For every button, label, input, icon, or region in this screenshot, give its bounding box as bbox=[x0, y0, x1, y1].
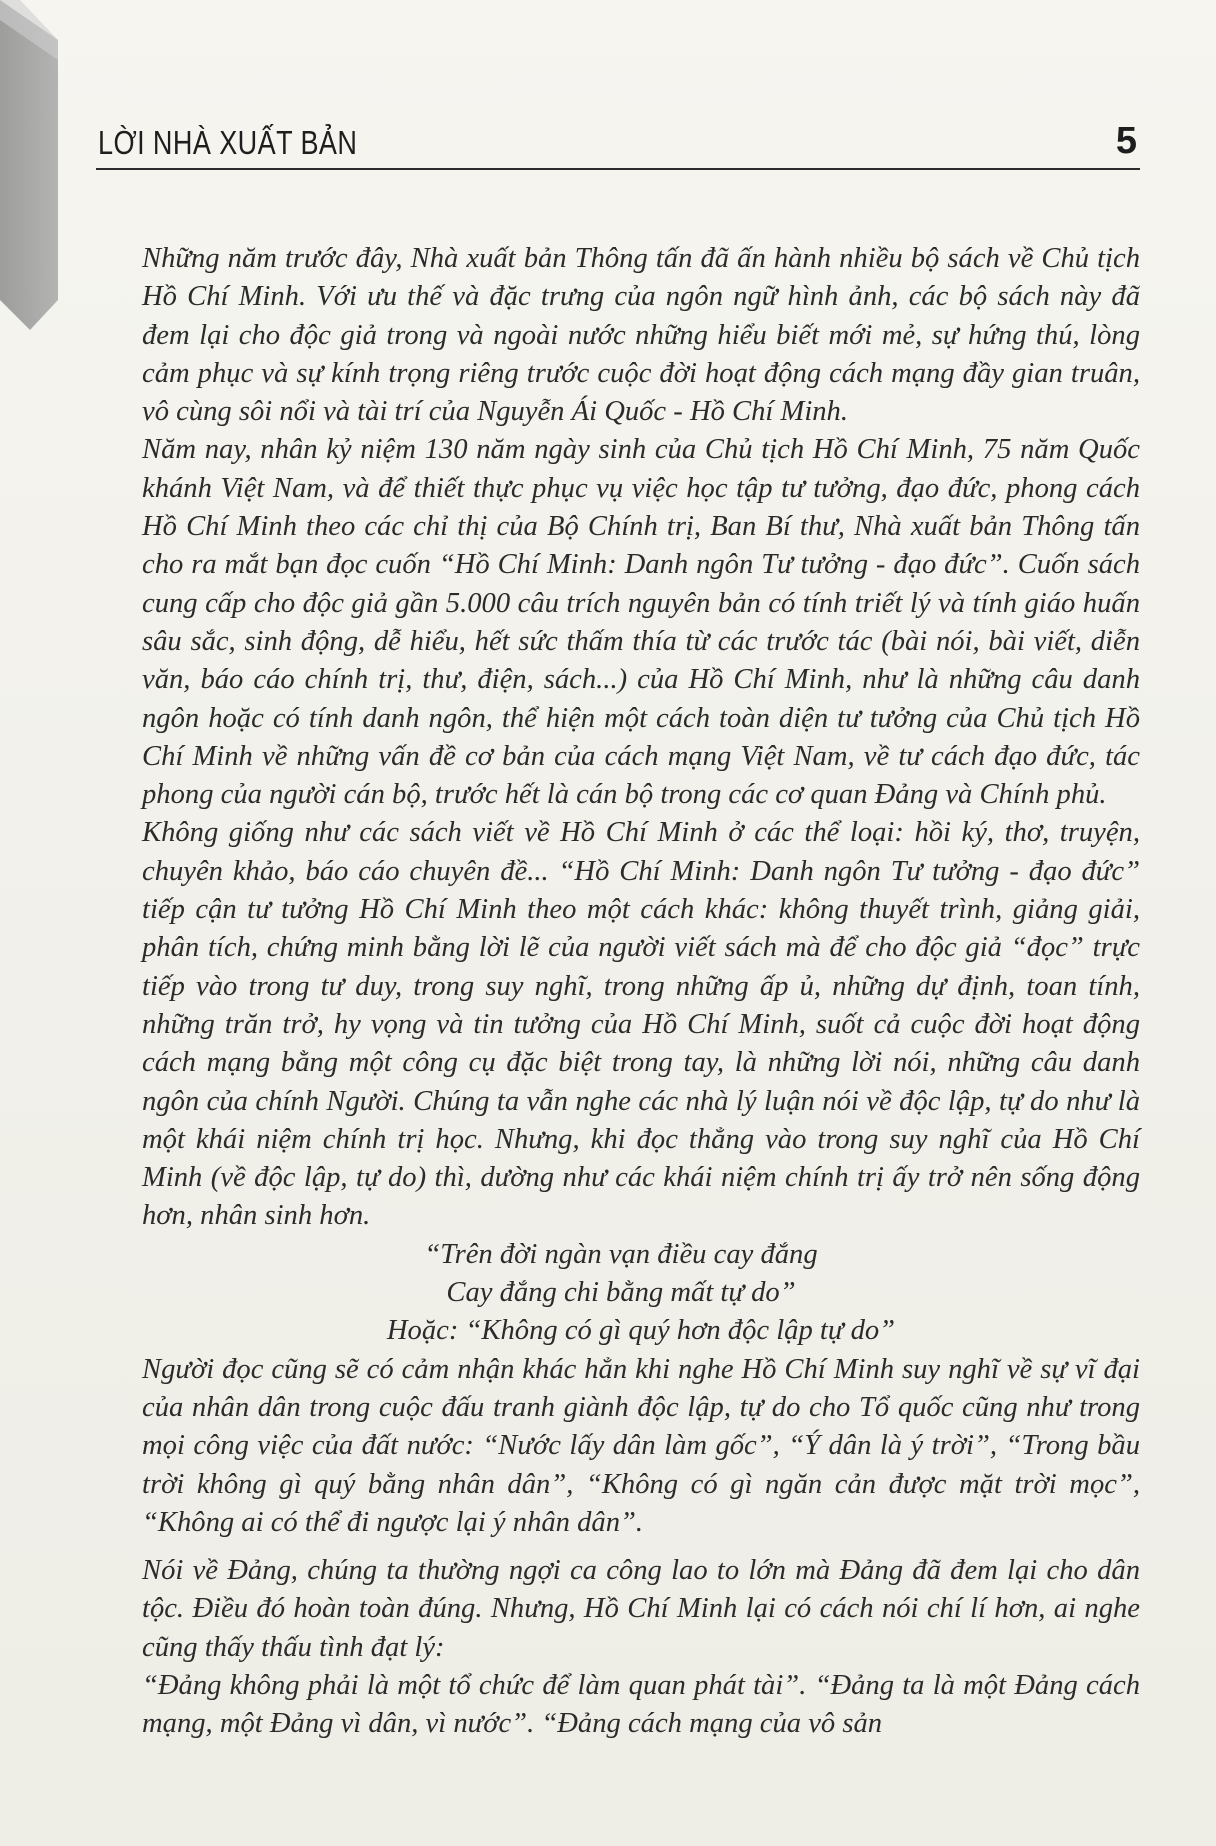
body-text bbox=[142, 240, 1140, 1744]
bookmark-ribbon-decoration bbox=[0, 0, 58, 360]
paragraph: Những năm trước đây, Nhà xuất bản Thông tấn đã ấn hành nhiều bộ sách về Chủ tịch Hồ Chí Minh. Với ưu thế và đặc trưng của ngôn ngữ hình ảnh, các bộ sách này đã đem lại cho độc giả trong và ngoài nước những hiểu biết mới mẻ, sự hứng thú, lòng cảm phục và sự kính trọng riêng trước cuộc đời hoạt động cách mạng đầy gian truân, vô cùng sôi nổi và tài trí của Nguyễn Ái Quốc - Hồ Chí Minh. bbox=[142, 243, 1140, 428]
paragraph: Nói về Đảng, chúng ta thường ngợi ca công lao to lớn mà Đảng đã đem lại cho dân tộc. Điều đó hoàn toàn đúng. Nhưng, Hồ Chí Minh lại có cách nói chí lí hơn, ai nghe cũng thấy thấu tình đạt lý: bbox=[142, 1555, 1140, 1663]
running-head-title: LỜI NHÀ XUẤT BẢN bbox=[98, 124, 358, 161]
page-number: 5 bbox=[1115, 120, 1137, 162]
paragraph: “Đảng không phải là một tổ chức để làm quan phát tài”. “Đảng ta là một Đảng cách mạng, một Đảng vì dân, vì nước”. “Đảng cách mạng của vô sản bbox=[142, 1669, 1140, 1740]
paragraph: Năm nay, nhân kỷ niệm 130 năm ngày sinh của Chủ tịch Hồ Chí Minh, 75 năm Quốc khánh Việt Nam, và để thiết thực phục vụ việc học tập tư tưởng, đạo đức, phong cách Hồ Chí Minh theo các chỉ thị của Bộ Chính trị, Ban Bí thư, Nhà xuất bản Thông tấn cho ra mắt bạn đọc cuốn “Hồ Chí Minh: Danh ngôn Tư tưởng - đạo đức”. Cuốn sách cung cấp cho độc giả gần 5.000 câu trích nguyên bản có tính triết lý và tính giáo huấn sâu sắc, sinh động, dễ hiểu, hết sức thấm thía từ các trước tác (bài nói, bài viết, diễn văn, báo cáo chính trị, thư, điện, sách...) của Hồ Chí Minh, như là những câu danh ngôn hoặc có tính danh ngôn, thể hiện một cách toàn diện tư tưởng của Chủ tịch Hồ Chí Minh về những vấn đề cơ bản của cách mạng Việt Nam, về tư cách đạo đức, tác phong của người cán bộ, trước hết là cán bộ trong các cơ quan Đảng và Chính phủ. bbox=[142, 434, 1140, 811]
header-divider bbox=[96, 168, 1140, 170]
verse-line: Cay đắng chi bằng mất tự do” bbox=[446, 1277, 796, 1309]
paragraph: Người đọc cũng sẽ có cảm nhận khác hẳn khi nghe Hồ Chí Minh suy nghĩ về sự vĩ đại của nhân dân trong cuộc đấu tranh giành độc lập, tự do cho Tổ quốc cũng như trong mọi công việc của đất nước: “Nước lấy dân làm gốc”, “Ý dân là ý trời”, “Trong bầu trời không gì quý bằng nhân dân”, “Không có gì ngăn cản được mặt trời mọc”, “Không ai có thể đi ngược lại ý nhân dân”. bbox=[142, 1353, 1140, 1538]
verse-line: “Trên đời ngàn vạn điều cay đắng bbox=[424, 1238, 818, 1270]
paragraph: Không giống như các sách viết về Hồ Chí Minh ở các thể loại: hồi ký, thơ, truyện, chuyên khảo, báo cáo chuyên đề... “Hồ Chí Minh: Danh ngôn Tư tưởng - đạo đức” tiếp cận tư tưởng Hồ Chí Minh theo một cách khác: không thuyết trình, giảng giải, phân tích, chứng minh bằng lời lẽ của người viết sách mà để cho độc giả “đọc” trực tiếp vào trong tư duy, trong suy nghĩ, trong những ấp ủ, những dự định, toan tính, những trăn trở, hy vọng và tin tưởng của Hồ Chí Minh, suốt cả cuộc đời hoạt động cách mạng bằng một công cụ đặc biệt trong tay, là những lời nói, những câu danh ngôn của chính Người. Chúng ta vẫn nghe các nhà lý luận nói về độc lập, tự do như là một khái niệm chính trị học. Nhưng, khi đọc thẳng vào trong suy nghĩ của Hồ Chí Minh (về độc lập, tự do) thì, dường như các khái niệm chính trị ấy trở nên sống động hơn, nhân sinh hơn. bbox=[142, 817, 1140, 1232]
verse-line: Hoặc: “Không có gì quý hơn độc lập tự do” bbox=[386, 1315, 896, 1347]
